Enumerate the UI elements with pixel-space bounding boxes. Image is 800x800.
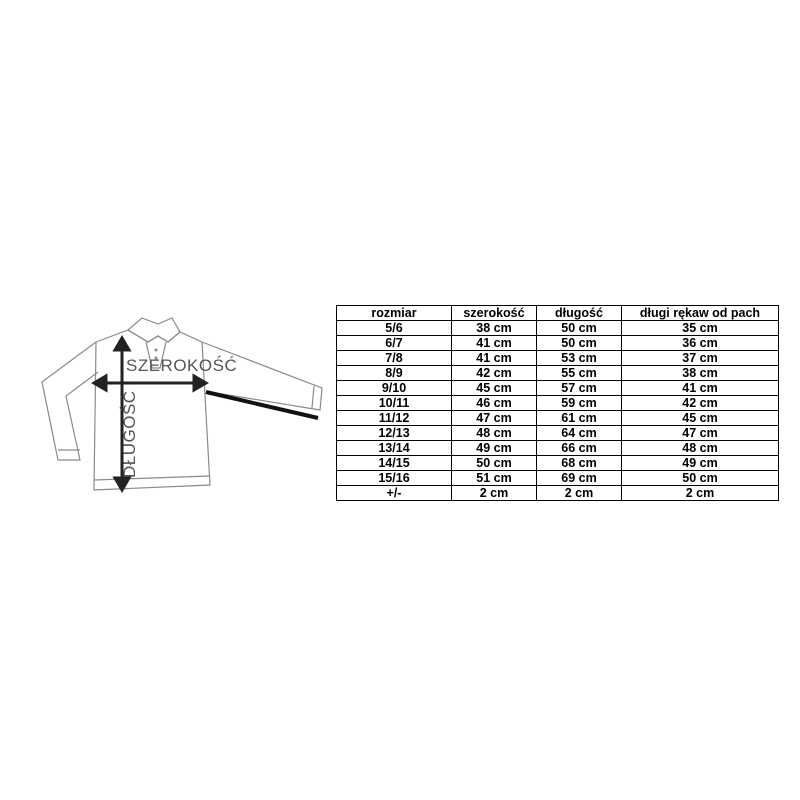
cell-size: 7/8 xyxy=(337,351,452,366)
cell-size: 12/13 xyxy=(337,426,452,441)
cell-size: 5/6 xyxy=(337,321,452,336)
sleeve-measure-line xyxy=(206,392,318,418)
shirt-outline-graphic xyxy=(30,310,330,510)
header-length: długość xyxy=(537,306,622,321)
width-arrow xyxy=(94,376,206,390)
table-header-row xyxy=(337,306,779,321)
cell-sleeve: 47 cm xyxy=(622,426,779,441)
cell-width: 51 cm xyxy=(452,471,537,486)
table-row xyxy=(337,381,779,396)
cell-sleeve: 50 cm xyxy=(622,471,779,486)
cell-length: 64 cm xyxy=(537,426,622,441)
table-row xyxy=(337,321,779,336)
cell-width: 48 cm xyxy=(452,426,537,441)
cell-size: 6/7 xyxy=(337,336,452,351)
table-row xyxy=(337,456,779,471)
table-row xyxy=(337,336,779,351)
cell-length: 66 cm xyxy=(537,441,622,456)
cell-width: 38 cm xyxy=(452,321,537,336)
cell-sleeve: 2 cm xyxy=(622,486,779,501)
header-width: szerokość xyxy=(452,306,537,321)
cell-width: 41 cm xyxy=(452,336,537,351)
cell-length: 68 cm xyxy=(537,456,622,471)
cell-width: 45 cm xyxy=(452,381,537,396)
cell-length: 57 cm xyxy=(537,381,622,396)
cell-length: 2 cm xyxy=(537,486,622,501)
table-row xyxy=(337,366,779,381)
cell-sleeve: 41 cm xyxy=(622,381,779,396)
header-sleeve: długi rękaw od pach xyxy=(622,306,779,321)
button-dot xyxy=(155,349,158,352)
cell-length: 59 cm xyxy=(537,396,622,411)
cell-width: 50 cm xyxy=(452,456,537,471)
cell-width: 42 cm xyxy=(452,366,537,381)
table-row xyxy=(337,441,779,456)
cell-length: 50 cm xyxy=(537,321,622,336)
cell-sleeve: 38 cm xyxy=(622,366,779,381)
table-row xyxy=(337,411,779,426)
cell-sleeve: 36 cm xyxy=(622,336,779,351)
header-size: rozmiar xyxy=(337,306,452,321)
width-label: SZEROKOŚĆ xyxy=(126,356,238,375)
table-row xyxy=(337,426,779,441)
table-row xyxy=(337,351,779,366)
cell-sleeve: 49 cm xyxy=(622,456,779,471)
cell-width: 41 cm xyxy=(452,351,537,366)
table-row xyxy=(337,486,779,501)
cell-width: 47 cm xyxy=(452,411,537,426)
cell-size: 15/16 xyxy=(337,471,452,486)
cell-length: 53 cm xyxy=(537,351,622,366)
shirt-illustration xyxy=(30,310,330,510)
cell-size: +/- xyxy=(337,486,452,501)
cell-size: 9/10 xyxy=(337,381,452,396)
cell-length: 50 cm xyxy=(537,336,622,351)
length-label: DŁUGOŚĆ xyxy=(120,390,139,478)
cell-size: 11/12 xyxy=(337,411,452,426)
table-row xyxy=(337,396,779,411)
cell-size: 10/11 xyxy=(337,396,452,411)
cell-size: 13/14 xyxy=(337,441,452,456)
cell-sleeve: 35 cm xyxy=(622,321,779,336)
cell-sleeve: 42 cm xyxy=(622,396,779,411)
cell-length: 69 cm xyxy=(537,471,622,486)
cell-width: 2 cm xyxy=(452,486,537,501)
size-chart-table xyxy=(336,305,779,501)
cell-width: 49 cm xyxy=(452,441,537,456)
cell-length: 61 cm xyxy=(537,411,622,426)
cell-width: 46 cm xyxy=(452,396,537,411)
table-row xyxy=(337,471,779,486)
cell-sleeve: 37 cm xyxy=(622,351,779,366)
cell-size: 14/15 xyxy=(337,456,452,471)
cell-sleeve: 48 cm xyxy=(622,441,779,456)
cell-size: 8/9 xyxy=(337,366,452,381)
cell-length: 55 cm xyxy=(537,366,622,381)
cell-sleeve: 45 cm xyxy=(622,411,779,426)
